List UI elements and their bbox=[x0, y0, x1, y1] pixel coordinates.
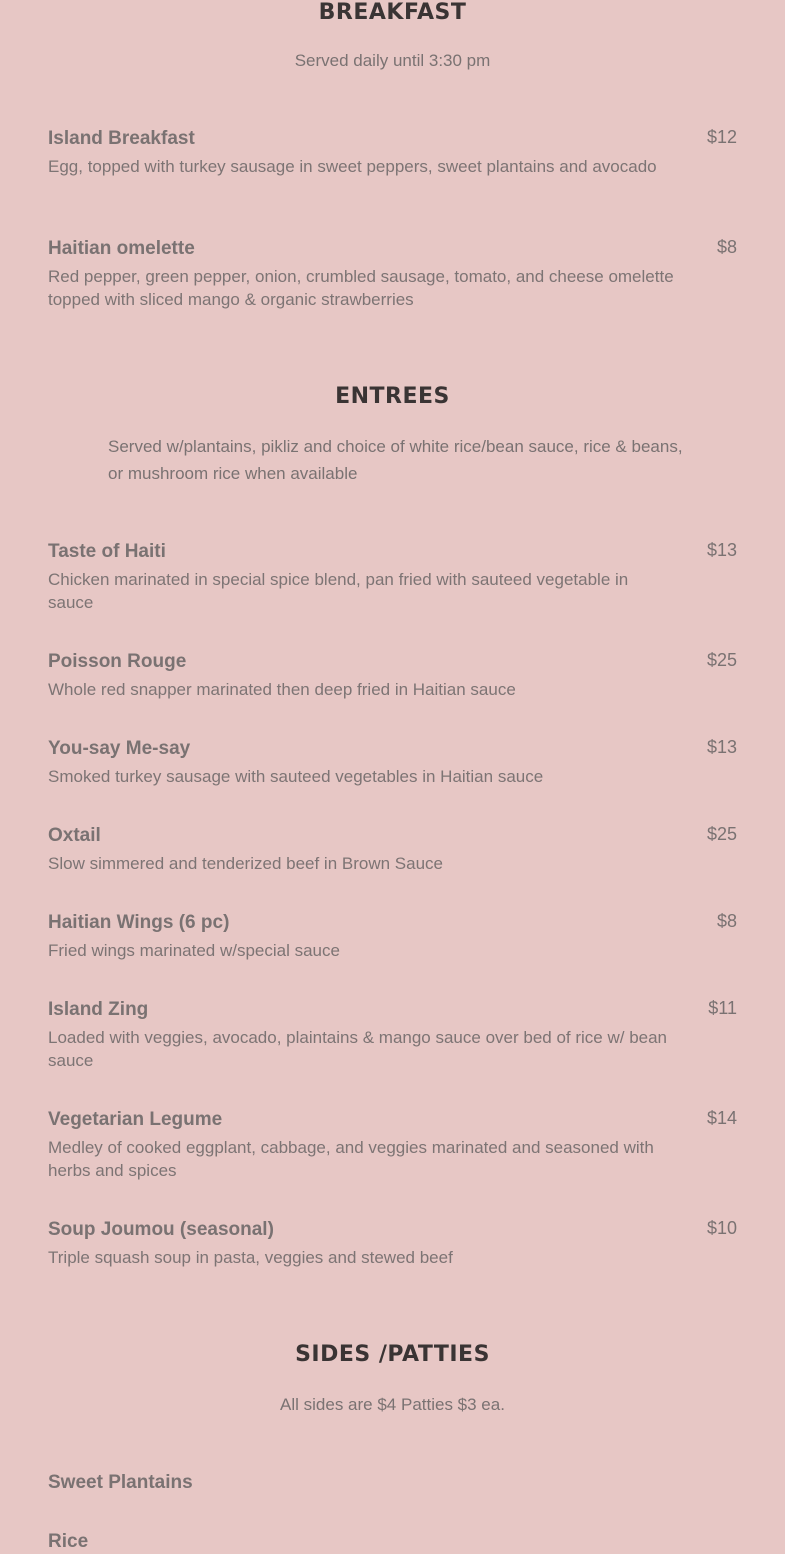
menu-item-rice bbox=[48, 1530, 737, 1554]
item-price: $10 bbox=[706, 1218, 737, 1238]
item-name: Island Breakfast bbox=[48, 128, 195, 149]
menu-item-taste-of-haiti bbox=[48, 540, 737, 614]
entrees-title: ENTREES bbox=[335, 384, 450, 409]
item-name: Island Zing bbox=[48, 999, 149, 1020]
item-price: $11 bbox=[708, 998, 737, 1018]
item-description: Chicken marinated in special spice blend, pan fried with sauteed vegetable in sauce bbox=[48, 570, 629, 612]
menu-item-poisson-rouge bbox=[48, 650, 737, 701]
menu-item-haitian-omelette bbox=[48, 237, 737, 311]
item-price: $25 bbox=[706, 650, 737, 670]
item-name: Sweet Plantains bbox=[48, 1472, 193, 1493]
item-name: Poisson Rouge bbox=[48, 651, 187, 672]
item-price: $25 bbox=[706, 824, 737, 844]
item-description: Whole red snapper marinated then deep fried in Haitian sauce bbox=[48, 680, 516, 699]
menu-item-soup-joumou bbox=[48, 1218, 737, 1269]
item-name: Vegetarian Legume bbox=[48, 1109, 223, 1130]
item-price: $14 bbox=[706, 1108, 737, 1128]
breakfast-title: BREAKFAST bbox=[318, 0, 467, 25]
item-price: $12 bbox=[706, 127, 737, 147]
menu-item-oxtail bbox=[48, 824, 737, 875]
item-description: Red pepper, green pepper, onion, crumbled sausage, tomato, and cheese omelette topped with sliced mango & organic strawberries bbox=[48, 267, 674, 309]
menu-item-island-zing bbox=[48, 998, 737, 1072]
menu-item-island-breakfast bbox=[48, 127, 737, 178]
item-name: Taste of Haiti bbox=[48, 541, 166, 562]
menu-item-haitian-wings bbox=[48, 911, 737, 962]
item-price: $13 bbox=[706, 540, 737, 560]
item-description: Smoked turkey sausage with sauteed vegetables in Haitian sauce bbox=[48, 767, 544, 786]
menu-item-you-say-me-say bbox=[48, 737, 737, 788]
entrees-note: Served w/plantains, pikliz and choice of white rice/bean sauce, rice & beans, or mushroom rice when available bbox=[108, 437, 683, 483]
menu-item-sweet-plantains bbox=[48, 1471, 737, 1495]
item-description: Egg, topped with turkey sausage in sweet peppers, sweet plantains and avocado bbox=[48, 157, 657, 176]
item-description: Triple squash soup in pasta, veggies and stewed beef bbox=[48, 1248, 453, 1267]
item-description: Loaded with veggies, avocado, plaintains & mango sauce over bed of rice w/ bean sauce bbox=[48, 1028, 668, 1070]
item-name: Soup Joumou (seasonal) bbox=[48, 1219, 274, 1240]
breakfast-note: Served daily until 3:30 pm bbox=[294, 51, 491, 70]
item-price: $13 bbox=[706, 737, 737, 757]
sides-note: All sides are $4 Patties $3 ea. bbox=[280, 1395, 505, 1414]
item-price: $8 bbox=[716, 237, 737, 257]
item-description: Slow simmered and tenderized beef in Brown Sauce bbox=[48, 854, 443, 873]
item-name: You-say Me-say bbox=[48, 738, 191, 759]
item-name: Haitian omelette bbox=[48, 238, 195, 259]
item-description: Medley of cooked eggplant, cabbage, and veggies marinated and seasoned with herbs and spices bbox=[48, 1138, 654, 1180]
item-name: Haitian Wings (6 pc) bbox=[48, 912, 230, 933]
item-name: Oxtail bbox=[48, 825, 101, 846]
item-description: Fried wings marinated w/special sauce bbox=[48, 941, 340, 960]
menu-item-vegetarian-legume bbox=[48, 1108, 737, 1182]
sides-title: SIDES /PATTIES bbox=[295, 1342, 490, 1367]
item-name: Rice bbox=[48, 1531, 89, 1552]
item-price: $8 bbox=[716, 911, 737, 931]
